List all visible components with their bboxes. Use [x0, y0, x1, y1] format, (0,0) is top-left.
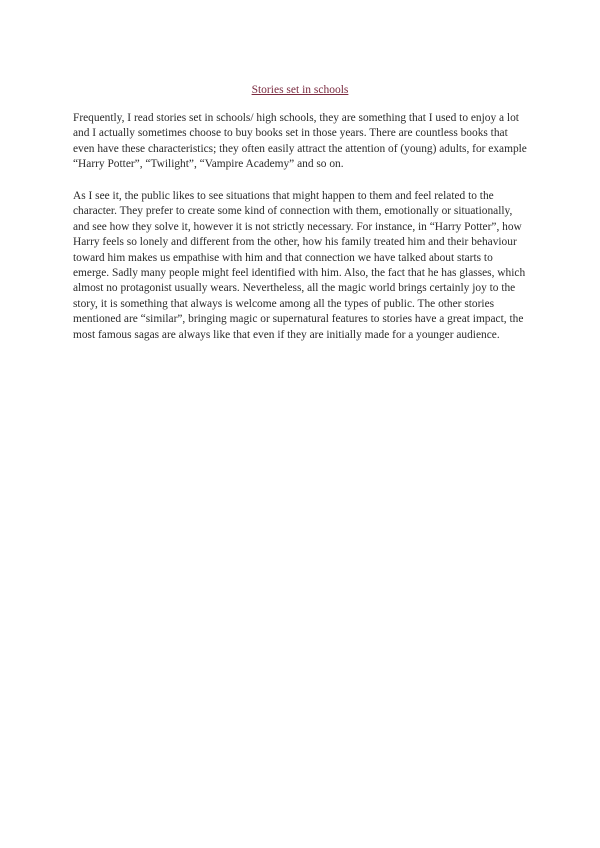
- paragraph-analysis: As I see it, the public likes to see situations that might happen to them and feel related to the character. They prefer to create some kind of connection with them, emotionally or situationally, and see how they solve it, however it is not strictly necessary. For instance, in “Harry Potter”, how Harry feels so lonely and different from the other, how his family treated him and their behaviour toward him makes us empathise with him and that connection we have talked about starts to emerge. Sadly many people might feel identified with him. Also, the fact that he has glasses, which almost no protagonist usually wears. Nevertheless, all the magic world brings certainly joy to the story, it is something that always is welcome among all the types of public. The other stories mentioned are “similar”, bringing magic or supernatural features to stories have a great impact, the most famous sagas are always like that even if they are initially made for a younger audience.: [73, 190, 526, 341]
- document-title: Stories set in schools: [251, 84, 349, 96]
- paragraph-intro: Frequently, I read stories set in schools/ high schools, they are something that I used to enjoy a lot and I actually sometimes choose to buy books set in those years. There are countless books that even have these characteristics; they often easily attract the attention of (young) adults, for example “Harry Potter”, “Twilight”, “Vampire Academy” and so on.: [73, 112, 527, 171]
